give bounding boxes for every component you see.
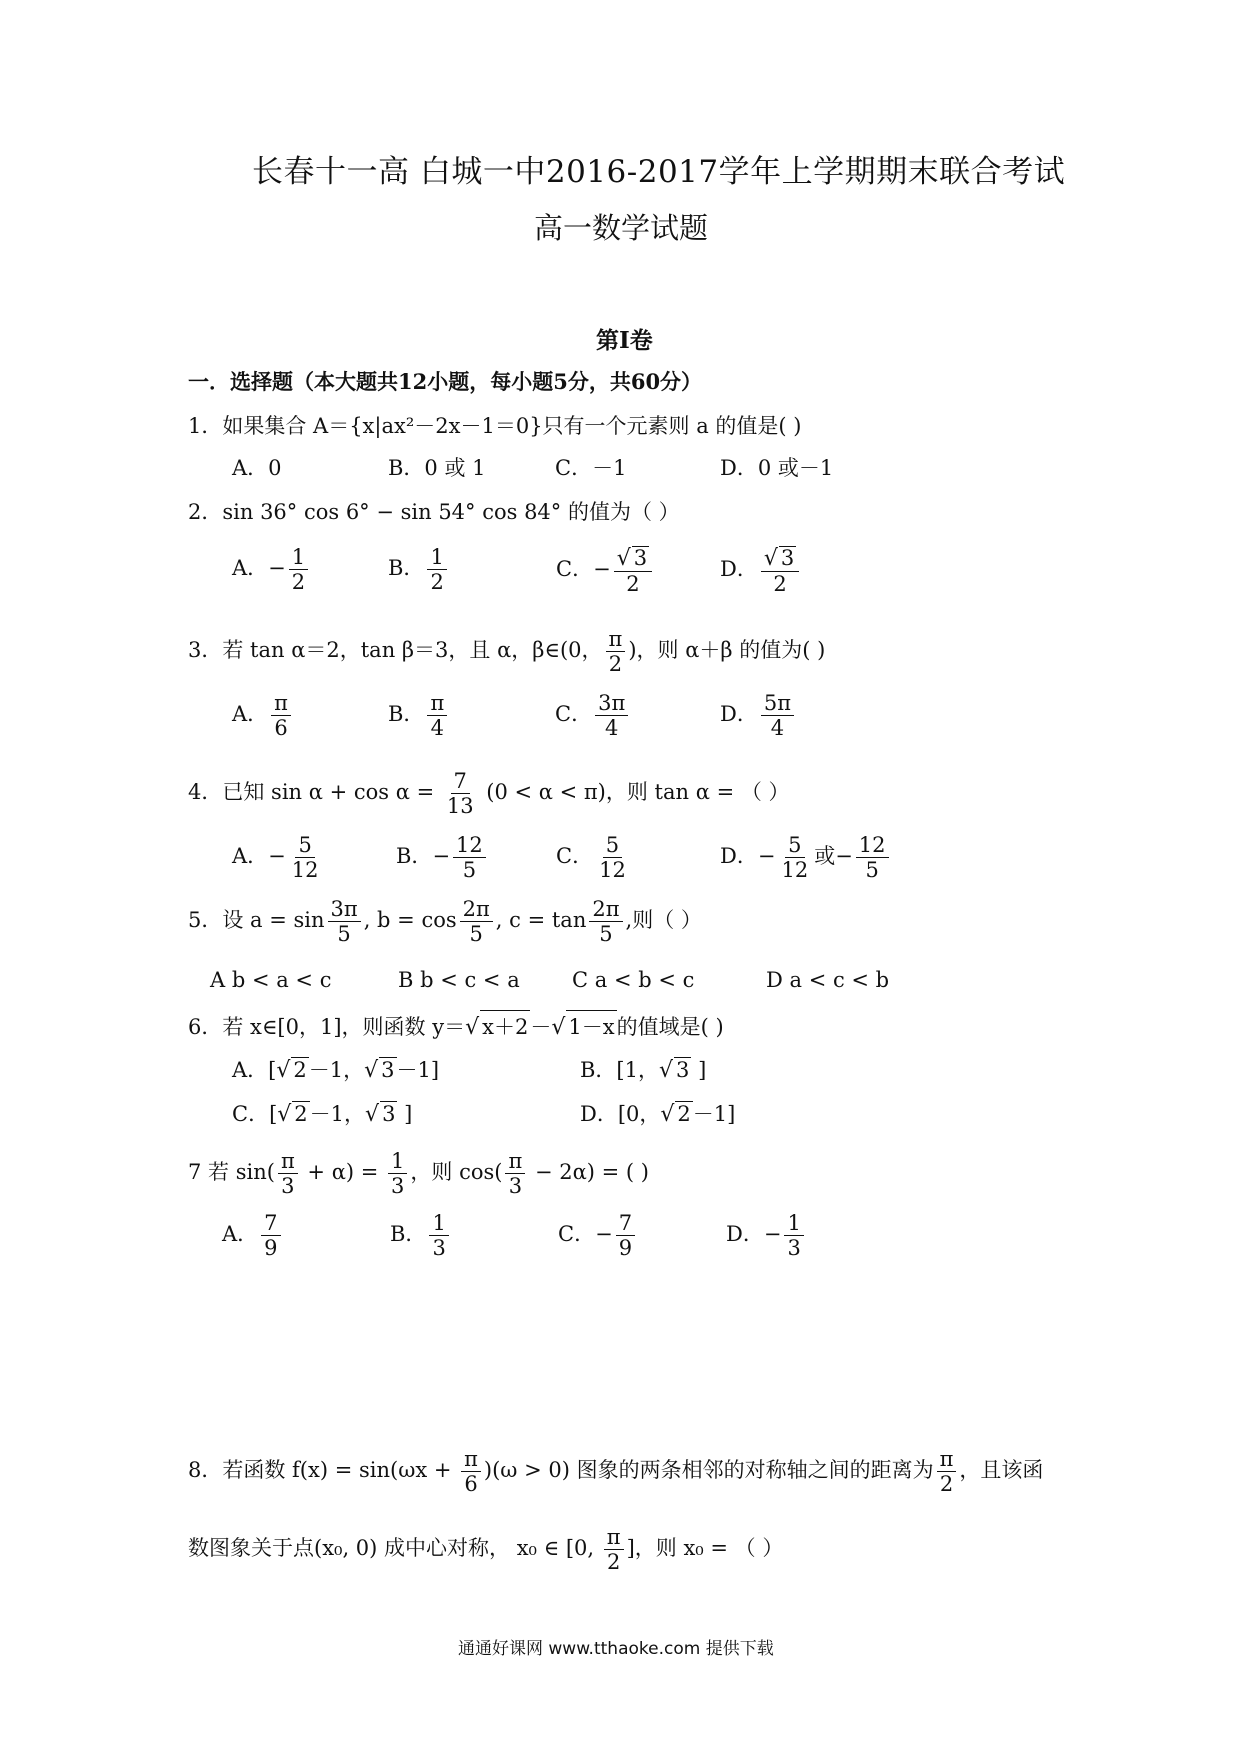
radical-sign: √ (763, 546, 778, 571)
option-label: B． (390, 1222, 427, 1247)
question-5-option-c: C a < b < c (572, 968, 695, 992)
question-1-option-c: C．－1 (555, 456, 627, 480)
option-text: ] (691, 1058, 707, 1082)
numerator: 12 (453, 834, 486, 858)
numerator: 3π (595, 692, 628, 716)
question-8-stem-line-2 (188, 1526, 783, 1573)
numerator: 2π (460, 898, 493, 922)
denominator: 3 (281, 1174, 295, 1199)
fraction (328, 898, 361, 945)
section-heading: 一．选择题（本大题共12小题，每小题5分，共60分） (188, 369, 703, 394)
numerator (614, 546, 652, 572)
question-text: 7 若 sin( (188, 1160, 275, 1185)
fraction (460, 898, 493, 945)
question-3-option-a (232, 692, 294, 739)
question-4-option-b (396, 834, 489, 881)
question-7-stem (188, 1150, 649, 1197)
numerator: 1 (289, 546, 308, 570)
fraction (761, 692, 794, 739)
fraction (856, 834, 889, 881)
radical-sign: √ (659, 1058, 674, 1083)
volume-label: 第Ⅰ卷 (596, 327, 653, 354)
radical-sign: √ (616, 546, 631, 571)
fraction (595, 692, 628, 739)
option-text: －1] (396, 1058, 440, 1082)
denominator: 3 (391, 1174, 405, 1199)
fraction (427, 546, 446, 593)
option-label: B． (388, 702, 425, 727)
numerator: π (427, 692, 447, 716)
question-text: )(ω > 0) 图象的两条相邻的对称轴之间的距离为 (483, 1458, 934, 1483)
option-text: －1， (308, 1058, 365, 1082)
denominator: 12 (291, 858, 319, 883)
numerator: 5π (761, 692, 794, 716)
numerator: π (278, 1150, 298, 1174)
option-label: D． (720, 844, 758, 869)
question-text: 8．若函数 f(x) = sin(ωx + (188, 1458, 459, 1483)
numerator: π (606, 628, 626, 652)
denominator: 12 (599, 858, 626, 883)
radicand: 3 (381, 1058, 395, 1082)
sign: − (757, 844, 776, 869)
fraction (614, 546, 652, 595)
question-7-option-c (558, 1212, 638, 1259)
denominator: 2 (939, 1472, 954, 1497)
fraction (606, 628, 626, 675)
fraction (271, 692, 291, 739)
fraction (589, 898, 622, 945)
question-5-option-d: D a < c < b (766, 968, 890, 992)
question-1-option-b: B．0 或 1 (388, 456, 486, 480)
denominator: 5 (599, 922, 613, 947)
denominator: 2 (626, 572, 640, 597)
option-text: B．[1， (580, 1058, 659, 1082)
fraction (937, 1448, 957, 1495)
option-text: －1， (309, 1102, 366, 1126)
radical-sign: √ (660, 1102, 675, 1127)
question-6-option-a (232, 1054, 439, 1084)
numerator: 3π (328, 898, 361, 922)
option-text: D．[0， (580, 1102, 661, 1126)
sign: − (835, 844, 853, 869)
fraction (444, 770, 477, 817)
interval-right: ) (628, 638, 637, 663)
sign: − (595, 1222, 613, 1247)
option-label: C． (556, 844, 594, 869)
radicand: 3 (633, 546, 648, 570)
denominator: 4 (770, 716, 785, 741)
question-text: 数图象关于点(x₀, 0) 成中心对称， x₀ ∈ [0, (188, 1536, 601, 1561)
question-3-option-b (388, 692, 450, 739)
sign: － (530, 1015, 552, 1039)
fraction (778, 834, 811, 881)
option-label: A． (232, 556, 269, 581)
numerator: 1 (784, 1212, 803, 1236)
option-label: D． (720, 557, 758, 582)
question-tail: ]，则 x₀ = （ ） (626, 1536, 784, 1561)
fraction (604, 1526, 624, 1573)
sign: − (268, 844, 286, 869)
radical-sign: √ (465, 1015, 480, 1040)
numerator: 5 (603, 834, 622, 858)
page-subtitle: 高一数学试题 (534, 211, 709, 245)
option-label: D． (726, 1222, 764, 1247)
question-2-stem (188, 496, 680, 526)
fraction (289, 546, 308, 593)
question-8-stem (188, 1448, 1043, 1495)
option-label: C． (556, 557, 594, 582)
question-2-option-b (388, 546, 450, 593)
question-tail: 的值为（ ） (561, 500, 680, 524)
question-6-option-d (580, 1098, 735, 1128)
question-5-option-b: B b < c < a (398, 968, 520, 992)
question-tail: (0 < α < π)，则 tan α = （ ） (479, 780, 790, 805)
numerator: 7 (451, 770, 470, 794)
fraction (461, 1448, 481, 1495)
fraction (261, 1212, 280, 1259)
option-text: C．[ (232, 1102, 278, 1126)
numerator (761, 546, 799, 572)
denominator: 3 (508, 1174, 523, 1199)
question-tail: 的值域是( ) (616, 1015, 724, 1039)
trig-expression: sin 36° cos 6° − sin 54° cos 84° (222, 500, 562, 524)
question-2-option-c (556, 546, 655, 595)
question-3-option-c (555, 692, 631, 739)
page-footer: 通通好课网 www.tthaoke.com 提供下载 (458, 1639, 774, 1659)
numerator: 1 (427, 546, 446, 570)
numerator: π (937, 1448, 957, 1472)
denominator: 2 (608, 652, 623, 677)
question-tail: ，则 α＋β 的值为( ) (636, 638, 826, 663)
question-7-option-d (726, 1212, 807, 1259)
question-4-option-a (232, 834, 325, 881)
denominator: 9 (618, 1236, 633, 1261)
option-text: A．[ (232, 1058, 277, 1082)
question-4-option-c (556, 834, 632, 881)
denominator: 5 (469, 922, 483, 947)
question-text: + α) = (300, 1160, 386, 1185)
sign: − (432, 844, 451, 869)
numerator: 1 (429, 1212, 448, 1236)
denominator: 5 (462, 858, 477, 883)
option-label: A． (222, 1222, 259, 1247)
fraction (388, 1150, 407, 1197)
question-tail: − 2α) = ( ) (528, 1160, 649, 1185)
option-label: D． (720, 702, 758, 727)
fraction (429, 1212, 448, 1259)
denominator: 3 (787, 1236, 801, 1261)
question-text: 3．若 tan α＝2，tan β＝3，且 α，β∈ (188, 638, 560, 663)
denominator: 2 (607, 1550, 621, 1575)
question-6-stem (188, 1010, 724, 1041)
sign: − (763, 1222, 782, 1247)
denominator: 9 (264, 1236, 278, 1261)
question-1-option-a: A．0 (232, 456, 282, 480)
question-3-stem (188, 628, 825, 675)
question-text: 6．若 x∈[0，1]，则函数 y＝ (188, 1015, 466, 1039)
numerator: π (604, 1526, 624, 1550)
denominator: 4 (604, 716, 619, 741)
option-label: B． (388, 556, 425, 581)
question-tail: ,则（ ） (625, 908, 702, 933)
fraction (596, 834, 629, 881)
question-7-option-a (222, 1212, 284, 1259)
interval-left: (0， (559, 638, 603, 663)
radicand: 3 (676, 1058, 690, 1082)
numerator: 2π (589, 898, 622, 922)
denominator: 5 (865, 858, 879, 883)
numerator: 5 (295, 834, 314, 858)
question-2-option-a (232, 546, 311, 593)
question-7-option-b (390, 1212, 452, 1259)
question-6-option-b (580, 1054, 706, 1084)
numerator: 7 (616, 1212, 635, 1236)
question-3-option-d (720, 692, 797, 739)
radicand: 3 (382, 1102, 396, 1126)
fraction (616, 1212, 635, 1259)
question-1-stem: 1．如果集合 A＝{x|ax²－2x－1＝0}只有一个元素则 a 的值是( ) (188, 414, 802, 438)
fraction (278, 1150, 298, 1197)
fraction (761, 546, 799, 595)
numerator: π (505, 1150, 525, 1174)
page-title: 长春十一高 白城一中2016-2017学年上学期期末联合考试 (252, 154, 1066, 190)
sign: − (593, 557, 611, 582)
radical-sign: √ (365, 1102, 380, 1127)
option-text: －1] (692, 1102, 736, 1126)
option-label: B． (396, 844, 433, 869)
radicand: 2 (677, 1102, 691, 1126)
option-label: A． (232, 844, 269, 869)
fraction (289, 834, 322, 881)
numerator: π (461, 1448, 481, 1472)
denominator: 2 (430, 570, 444, 595)
denominator: 5 (337, 922, 351, 947)
question-1-option-d: D．0 或－1 (720, 456, 834, 480)
denominator: 3 (432, 1236, 446, 1261)
question-text: 4．已知 sin α + cos α = (188, 780, 441, 805)
radical-sign: √ (276, 1058, 291, 1083)
numerator: π (271, 692, 291, 716)
fraction (453, 834, 486, 881)
radicand: 1－x (566, 1010, 616, 1041)
numerator: 5 (785, 834, 804, 858)
fraction (427, 692, 447, 739)
denominator: 4 (430, 716, 445, 741)
denominator: 13 (446, 794, 474, 819)
question-text: , c = tan (495, 908, 587, 933)
denominator: 2 (773, 572, 787, 597)
denominator: 12 (781, 858, 809, 883)
radical-sign: √ (551, 1015, 566, 1040)
question-text: , b = cos (363, 908, 457, 933)
question-4-stem (188, 770, 790, 817)
denominator: 6 (464, 1472, 478, 1497)
question-text: ，则 cos( (410, 1160, 503, 1185)
question-text: 5．设 a = sin (188, 908, 325, 933)
radicand: 2 (294, 1102, 308, 1126)
radical-sign: √ (277, 1102, 292, 1127)
question-5-option-a: A b < a < c (210, 968, 332, 992)
question-6-option-c (232, 1098, 412, 1128)
numerator: 12 (856, 834, 889, 858)
numerator: 7 (261, 1212, 280, 1236)
option-label: C． (555, 702, 593, 727)
question-2-option-d (720, 546, 802, 595)
fraction (784, 1212, 803, 1259)
radicand: x＋2 (480, 1010, 530, 1041)
question-4-option-d (720, 834, 892, 881)
radicand: 2 (293, 1058, 307, 1082)
question-5-stem (188, 898, 702, 945)
question-tail: ，且该函 (959, 1458, 1044, 1483)
denominator: 2 (291, 570, 306, 595)
radical-sign: √ (364, 1058, 379, 1083)
radicand: 3 (780, 546, 795, 570)
question-number: 2． (188, 500, 223, 524)
option-label: C． (558, 1222, 596, 1247)
or-word: 或 (814, 844, 836, 869)
sign: − (268, 556, 286, 581)
denominator: 6 (274, 716, 288, 741)
option-text: ] (397, 1102, 413, 1126)
numerator: 1 (388, 1150, 407, 1174)
fraction (505, 1150, 525, 1197)
option-label: A． (232, 702, 269, 727)
